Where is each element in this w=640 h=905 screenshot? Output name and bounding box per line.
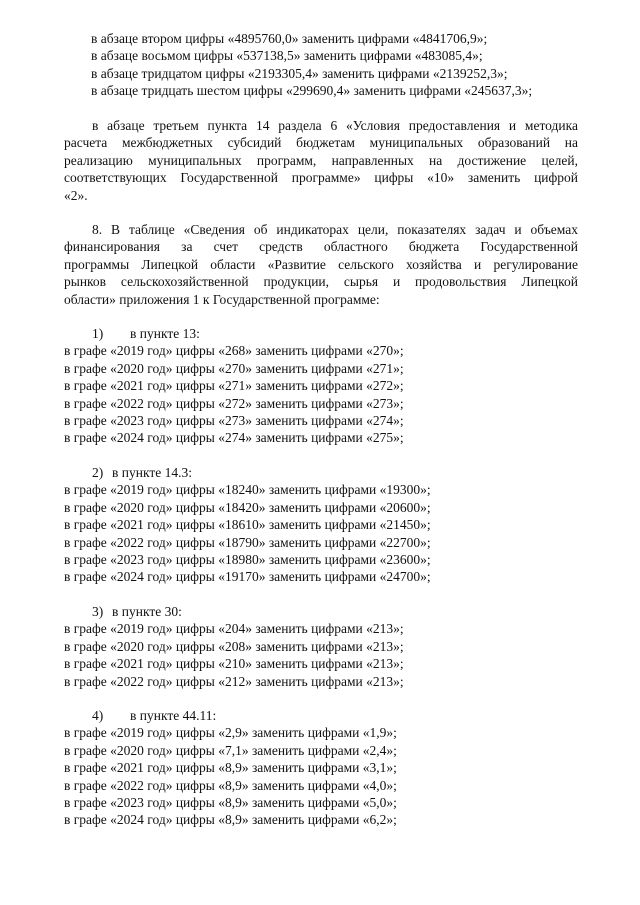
amendment-line: в абзаце восьмом цифры «537138,5» заменить цифрами «483085,4»; <box>91 48 483 64</box>
item-number: 3) <box>92 604 104 619</box>
item-title: в пункте 44.11: <box>130 708 217 723</box>
item-line: в графе «2020 год» цифры «208» заменить цифрами «213»; <box>64 638 404 654</box>
item-point-30 <box>64 603 578 690</box>
item-line: в графе «2022 год» цифры «212» заменить цифрами «213»; <box>64 673 404 689</box>
item-line: в графе «2019 год» цифры «18240» заменить цифрами «19300»; <box>64 482 431 498</box>
item-line: в графе «2021 год» цифры «210» заменить цифрами «213»; <box>64 656 404 672</box>
item-line: в графе «2022 год» цифры «18790» заменить цифрами «22700»; <box>64 534 431 550</box>
item-line: в графе «2024 год» цифры «8,9» заменить цифрами «6,2»; <box>64 812 397 828</box>
paragraph-line: финансирования за счет средств областного бюджета Государственной <box>64 239 578 255</box>
item-line: в графе «2021 год» цифры «271» заменить цифрами «272»; <box>64 378 404 394</box>
item-point-44-11 <box>64 707 578 829</box>
item-title: в пункте 14.3: <box>112 465 192 480</box>
item-point-14-3 <box>64 464 578 586</box>
item-heading <box>64 325 578 342</box>
item-line: в графе «2019 год» цифры «204» заменить цифрами «213»; <box>64 621 404 637</box>
paragraph-line: соответствующих Государственной программе» цифры «10» заменить цифрой <box>64 170 578 186</box>
paragraph-line: расчета межбюджетных субсидий бюджетам муниципальных образований на <box>64 135 578 151</box>
paragraph-line: реализацию муниципальных программ, направленных на достижение целей, <box>64 152 578 168</box>
item-line: в графе «2020 год» цифры «270» заменить цифрами «271»; <box>64 360 404 376</box>
item-line: в графе «2023 год» цифры «18980» заменить цифрами «23600»; <box>64 552 431 568</box>
item-title: в пункте 30: <box>112 604 182 619</box>
amendment-line: в абзаце тридцать шестом цифры «299690,4» заменить цифрами «245637,3»; <box>91 83 533 99</box>
item-heading <box>64 464 578 481</box>
item-line: в графе «2020 год» цифры «7,1» заменить цифрами «2,4»; <box>64 742 397 758</box>
item-line: в графе «2021 год» цифры «18610» заменить цифрами «21450»; <box>64 517 431 533</box>
item-line: в графе «2019 год» цифры «2,9» заменить цифрами «1,9»; <box>64 725 397 741</box>
amendment-line: в абзаце втором цифры «4895760,0» заменить цифрами «4841706,9»; <box>91 31 488 46</box>
amendment-line: в абзаце тридцатом цифры «2193305,4» заменить цифрами «2139252,3»; <box>91 65 508 81</box>
paragraph-line: 8. В таблице «Сведения об индикаторах цели, показателях задач и объемах <box>92 222 578 237</box>
item-point-13 <box>64 325 578 447</box>
item-title: в пункте 13: <box>130 326 200 341</box>
intro-amendments <box>91 30 579 100</box>
item-line: в графе «2021 год» цифры «8,9» заменить цифрами «3,1»; <box>64 760 397 776</box>
item-line: в графе «2020 год» цифры «18420» заменить цифрами «20600»; <box>64 499 431 515</box>
item-line: в графе «2023 год» цифры «8,9» заменить цифрами «5,0»; <box>64 795 397 811</box>
item-line: в графе «2024 год» цифры «274» заменить цифрами «275»; <box>64 430 404 446</box>
item-number: 2) <box>92 465 104 480</box>
paragraph-line: в абзаце третьем пункта 14 раздела 6 «Условия предоставления и методика <box>92 118 578 133</box>
item-line: в графе «2022 год» цифры «8,9» заменить цифрами «4,0»; <box>64 777 397 793</box>
item-number: 4) <box>92 708 104 723</box>
paragraph-section-8 <box>64 221 578 308</box>
item-line: в графе «2022 год» цифры «272» заменить цифрами «273»; <box>64 395 404 411</box>
item-line: в графе «2024 год» цифры «19170» заменить цифрами «24700»; <box>64 569 431 585</box>
item-line: в графе «2019 год» цифры «268» заменить цифрами «270»; <box>64 343 404 359</box>
paragraph-point-14 <box>64 117 578 204</box>
item-number: 1) <box>92 326 104 341</box>
item-heading <box>64 603 578 620</box>
paragraph-line: программы Липецкой области «Развитие сельского хозяйства и регулирование <box>64 256 578 272</box>
paragraph-line: области» приложения 1 к Государственной программе: <box>64 291 380 307</box>
paragraph-line: «2». <box>64 187 88 203</box>
item-line: в графе «2023 год» цифры «273» заменить цифрами «274»; <box>64 413 404 429</box>
item-heading <box>64 707 578 724</box>
paragraph-line: рынков сельскохозяйственной продукции, сырья и продовольствия Липецкой <box>64 274 578 290</box>
